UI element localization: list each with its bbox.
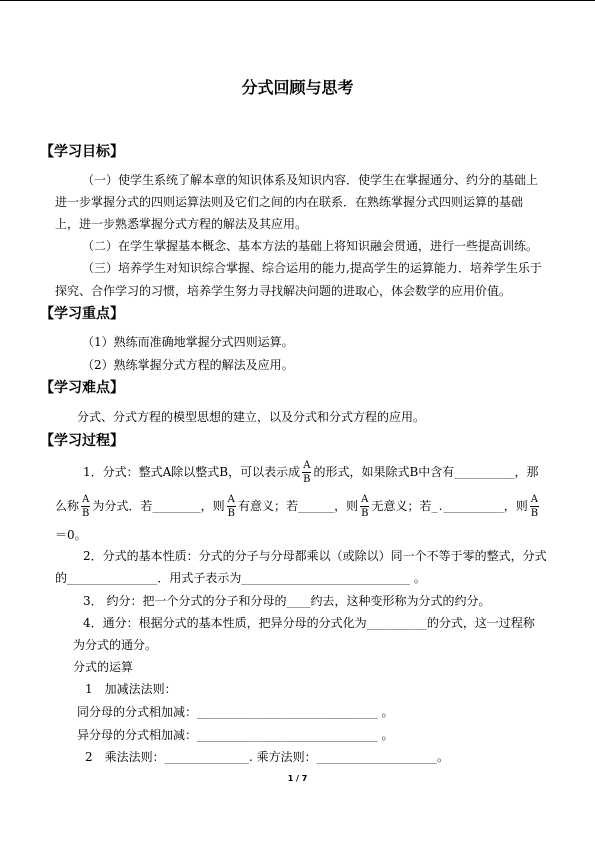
text-segment: ，则 (200, 499, 225, 513)
fill-blank: ____________________________ (241, 574, 410, 585)
fraction-a-over-b (81, 493, 90, 520)
fraction-denominator: B (82, 508, 90, 519)
text-segment: 为分式．若 (92, 499, 153, 513)
fraction-denominator: B (227, 508, 235, 519)
fill-blank: __________ (366, 619, 427, 630)
fill-blank: _______________ (67, 574, 158, 585)
text-segment: 有意义；若 (237, 499, 298, 513)
fraction-numerator: A (303, 460, 311, 471)
text-segment: ，则 (503, 499, 528, 513)
fill-blank: __________ (454, 468, 515, 479)
page-title: 分式回顾与思考 (241, 78, 354, 97)
text-segment: 同分母的分式相加减： (77, 705, 198, 719)
operations-heading: 分式的运算 (73, 660, 134, 674)
fraction-a-over-b (360, 493, 369, 520)
process-item4-line1 (83, 615, 535, 633)
objective-line: （三）培养学生对知识综合掌握、综合运用的能力,提高学生的运算能力．培养学生乐于 (82, 261, 542, 275)
text-segment: ．用式子表示为 (157, 571, 242, 585)
text-segment: ，那 (514, 465, 539, 479)
fill-blank: ______________ (164, 753, 249, 764)
same-denominator-line (77, 704, 393, 722)
text-segment: 4．通分：根据分式的基本性质，把异分母的分式化为 (83, 616, 367, 630)
text-segment: 3． 约分：把一个分式的分子和分母的 (83, 594, 287, 608)
fraction-numerator: A (227, 494, 235, 505)
text-segment: 约去，这种变形称为分式的约分。 (310, 594, 491, 608)
process-item1-line2 (55, 490, 541, 522)
process-item1-line1 (83, 456, 539, 488)
fill-blank: ______________________________ (197, 708, 378, 719)
fill-blank: ____________________ (316, 753, 437, 764)
add-sub-rule-label: 1 加减法法则： (85, 682, 177, 696)
objective-line: 探究、合作学习的习惯，培养学生努力寻找解决问题的进取心，体会数学的应用价值。 (55, 284, 512, 298)
process-item2-line1: 2．分式的基本性质：分式的分子与分母都乘以（或除以）同一个不等于零的整式，分式 (83, 549, 547, 563)
process-item2-line2 (55, 570, 426, 588)
fraction-denominator: B (303, 474, 311, 485)
text-segment: 。 (409, 571, 426, 585)
text-segment: 。 (377, 728, 394, 742)
text-segment: 。 (377, 705, 394, 719)
fill-blank: ________ (152, 502, 201, 513)
fraction-a-over-b (227, 493, 236, 520)
process-item3 (83, 593, 491, 611)
fraction-denominator: B (530, 508, 539, 519)
fraction-numerator: A (530, 494, 539, 505)
objective-line: （二）在学生掌握基本概念、基本方法的基础上将知识融会贯通，进行一些提高训练。 (82, 239, 539, 253)
text-segment: ，则 (334, 499, 359, 513)
fraction-denominator: B (361, 508, 369, 519)
top-border-line (0, 0, 595, 1)
heading-process: 【学习过程】 (40, 433, 124, 449)
fraction-a-over-b (530, 493, 539, 520)
text-segment: . 乘方法则： (248, 750, 317, 764)
text-segment: 无意义；若 (371, 499, 432, 513)
objective-line: 进一步掌握分式的四则运算法则及它们之间的内在联系．在熟练掌握分式四则运算的基础 (55, 195, 524, 209)
fill-blank: ____ (286, 597, 311, 608)
multiplication-line (85, 749, 449, 767)
heading-key-points: 【学习重点】 (40, 306, 124, 322)
heading-difficulties: 【学习难点】 (40, 380, 124, 396)
text-segment: 1．分式：整式A除以整式B，可以表示成 (83, 465, 301, 479)
fraction-numerator: A (82, 494, 90, 505)
difficulty-line: 分式、分式方程的模型思想的建立，以及分式和分式方程的应用。 (77, 410, 426, 424)
objective-line: （一）使学生系统了解本章的知识体系及知识内容．使学生在掌握通分、约分的基础上 (82, 173, 539, 187)
fraction-a-over-b (302, 459, 311, 486)
objective-line: 上，进一步熟悉掌握分式方程的解法及其应用。 (55, 217, 308, 231)
key-point-line: （2）熟练掌握分式方程的解法及应用。 (82, 358, 294, 372)
heading-objectives: 【学习目标】 (40, 144, 124, 160)
text-segment: 的 (55, 571, 68, 585)
process-item1-line3: ＝0。 (55, 528, 87, 542)
fraction-numerator: A (361, 494, 369, 505)
text-segment: 。 (437, 750, 450, 764)
fill-blank: _.__________ (431, 502, 504, 513)
text-segment: 的形式，如果除式B中含有 (313, 465, 455, 479)
text-segment: 2 乘法法则： (85, 750, 165, 764)
fill-blank: ______________________________ (197, 731, 378, 742)
text-segment: 的分式，这一过程称 (426, 616, 535, 630)
key-point-line: （1）熟练而准确地掌握分式四则运算。 (82, 335, 294, 349)
page-number: 1 / 7 (287, 774, 308, 783)
text-segment: 么称 (55, 499, 80, 513)
different-denominator-line (77, 727, 393, 745)
text-segment: 异分母的分式相加减： (77, 728, 198, 742)
process-item4-line2: 为分式的通分。 (73, 638, 158, 652)
fill-blank: ______ (297, 502, 335, 513)
